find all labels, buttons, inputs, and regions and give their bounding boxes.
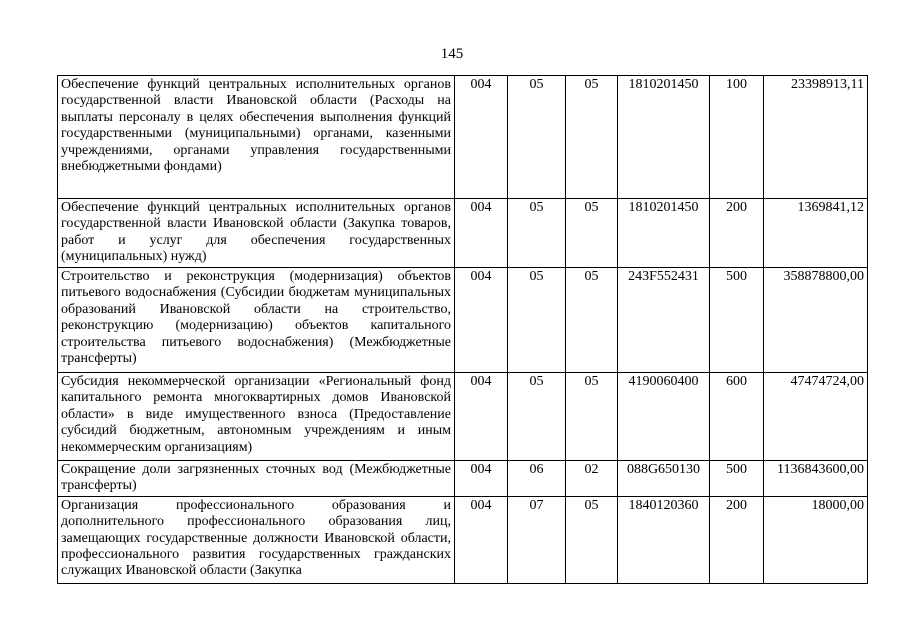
row-description: Обеспечение функций центральных исполнительных органов государственной власти Ивановской области (Расходы на выплаты персоналу в целях обеспечения выполнения функций государственными (муниципальными) органами, казенными учреждениями, органами управления государственными внебюджетными фондами) — [58, 76, 455, 199]
row-amount: 1136843600,00 — [764, 461, 868, 497]
row-subsection-code: 05 — [566, 373, 618, 461]
row-section-code: 05 — [508, 373, 566, 461]
row-description: Сокращение доли загрязненных сточных вод (Межбюджетные трансферты) — [58, 461, 455, 497]
row-section-code: 05 — [508, 268, 566, 373]
row-target-article-code: 088G650130 — [618, 461, 710, 497]
row-amount: 47474724,00 — [764, 373, 868, 461]
budget-table — [57, 75, 868, 584]
row-description: Субсидия некоммерческой организации «Региональный фонд капитального ремонта многоквартирных домов Ивановской области» в виде имущественного взноса (Предоставление субсидий бюджетным, автономным учреждениям и иным некоммерческим организациям) — [58, 373, 455, 461]
row-ved-code: 004 — [455, 76, 508, 199]
table-row — [58, 461, 868, 497]
table-row — [58, 496, 868, 583]
row-expense-type-code: 500 — [710, 268, 764, 373]
table-row — [58, 268, 868, 373]
row-amount: 358878800,00 — [764, 268, 868, 373]
row-expense-type-code: 500 — [710, 461, 764, 497]
row-amount: 23398913,11 — [764, 76, 868, 199]
row-section-code: 05 — [508, 76, 566, 199]
row-subsection-code: 02 — [566, 461, 618, 497]
row-amount: 18000,00 — [764, 496, 868, 583]
row-section-code: 07 — [508, 496, 566, 583]
row-target-article-code: 1810201450 — [618, 76, 710, 199]
row-ved-code: 004 — [455, 496, 508, 583]
row-description: Организация профессионального образования и дополнительного профессионального образования лиц, замещающих государственные должности Ивановской области, профессионального развития государственных гражданских служащих Ивановской области (Закупка — [58, 496, 455, 583]
row-subsection-code: 05 — [566, 496, 618, 583]
row-target-article-code: 243F552431 — [618, 268, 710, 373]
page-number: 145 — [440, 46, 464, 62]
table-row — [58, 373, 868, 461]
row-target-article-code: 1810201450 — [618, 199, 710, 268]
row-ved-code: 004 — [455, 461, 508, 497]
row-subsection-code: 05 — [566, 76, 618, 199]
row-target-article-code: 1840120360 — [618, 496, 710, 583]
row-ved-code: 004 — [455, 199, 508, 268]
row-section-code: 05 — [508, 199, 566, 268]
row-target-article-code: 4190060400 — [618, 373, 710, 461]
table-row — [58, 76, 868, 199]
row-subsection-code: 05 — [566, 268, 618, 373]
row-expense-type-code: 100 — [710, 76, 764, 199]
row-subsection-code: 05 — [566, 199, 618, 268]
row-expense-type-code: 600 — [710, 373, 764, 461]
row-amount: 1369841,12 — [764, 199, 868, 268]
row-description: Обеспечение функций центральных исполнительных органов государственной власти Ивановской области (Закупка товаров, работ и услуг для обеспечения государственных (муниципальных) нужд) — [58, 199, 455, 268]
row-section-code: 06 — [508, 461, 566, 497]
row-expense-type-code: 200 — [710, 199, 764, 268]
row-ved-code: 004 — [455, 268, 508, 373]
table-row — [58, 199, 868, 268]
row-expense-type-code: 200 — [710, 496, 764, 583]
row-ved-code: 004 — [455, 373, 508, 461]
row-description: Строительство и реконструкция (модернизация) объектов питьевого водоснабжения (Субсидии бюджетам муниципальных образований Ивановской области на строительство, реконструкцию (модернизацию) объектов капитального строительства питьевого водоснабжения) (Межбюджетные трансферты) — [58, 268, 455, 373]
